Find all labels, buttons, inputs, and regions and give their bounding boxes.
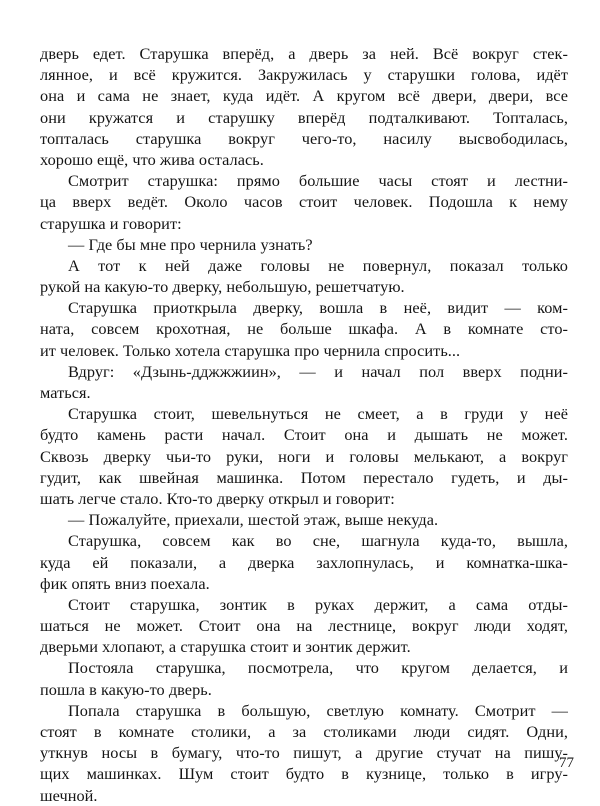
text-line: дверьми хлопают, а старушка стоит и зонтик держит. bbox=[40, 637, 411, 657]
text-line: Сквозь дверку чьи-то руки, ноги и головы мелькают, а вокруг bbox=[40, 446, 568, 466]
text-line: Старушка стоит, шевельнуться не смеет, а в груди у неё bbox=[68, 404, 568, 424]
text-line: дверь едет. Старушка вперёд, а дверь за ней. Всё вокруг стек- bbox=[40, 44, 568, 63]
text-line: гудит, как швейная машинка. Потом перестало гудеть, и ды- bbox=[40, 467, 568, 487]
text-line: куда ей показали, а дверка захлопнулась, и комнатка-шка- bbox=[40, 552, 568, 572]
page-number: 77 bbox=[559, 755, 574, 771]
text-line: Стоит старушка, зонтик в руках держит, а сама отды- bbox=[68, 594, 568, 614]
text-line: фик опять вниз поехала. bbox=[40, 573, 210, 593]
text-line: она и сама не знает, куда идёт. А кругом всё двери, двери, все bbox=[40, 86, 568, 106]
text-line: ната, совсем крохотная, не больше шкафа. А в комнате сто- bbox=[40, 319, 568, 339]
text-line: шаться не может. Стоит она на лестнице, вокруг люди ходят, bbox=[40, 616, 568, 636]
text-line: стоят в комнате столики, а за столиками люди сидят. Одни, bbox=[40, 722, 568, 741]
text-line: старушка и говорит: bbox=[40, 213, 182, 233]
text-line: ца вверх ведёт. Около часов стоит человек. Подошла к нему bbox=[40, 192, 568, 212]
text-line: будто камень расти начал. Стоит она и дышать не может. bbox=[40, 425, 568, 445]
text-line: пошла в какую-то дверь. bbox=[40, 679, 212, 699]
text-line: хорошо ещё, что жива осталась. bbox=[40, 149, 264, 169]
text-line: Старушка, совсем как во сне, шагнула куда-то, вышла, bbox=[68, 531, 568, 551]
text-line: шечной. bbox=[40, 785, 98, 805]
text-line: уткнув носы в бумагу, что-то пишут, а другие стучат на пишу- bbox=[40, 743, 568, 763]
text-line: Вдруг: «Дзынь-дджжжиин», — и начал пол вверх подни- bbox=[68, 361, 568, 381]
text-line: топталась старушка вокруг чего-то, насилу высвободилась, bbox=[40, 128, 568, 148]
text-line: — Где бы мне про чернила узнать? bbox=[68, 234, 313, 254]
text-line: щих машинках. Шум стоит будто в кузнице, только в игру- bbox=[40, 764, 568, 784]
text-line: А тот к ней даже головы не повернул, показал только bbox=[68, 255, 568, 275]
text-line: маться. bbox=[40, 383, 91, 402]
text-line: лянное, и всё кружится. Закружилась у старушки голова, идёт bbox=[40, 65, 568, 85]
text-line: Смотрит старушка: прямо большие часы стоят и лестни- bbox=[68, 171, 568, 191]
text-line: шать легче стало. Кто-то дверку открыл и говорит: bbox=[40, 488, 395, 508]
text-line: рукой на какую-то дверку, небольшую, решетчатую. bbox=[40, 277, 405, 297]
text-line: ит человек. Только хотела старушка про чернила спросить... bbox=[40, 340, 461, 360]
text-line: Старушка приоткрыла дверку, вошла в неё, видит — ком- bbox=[68, 298, 568, 318]
text-line: Постояла старушка, посмотрела, что кругом делается, и bbox=[68, 658, 568, 678]
text-line: — Пожалуйте, приехали, шестой этаж, выше некуда. bbox=[68, 510, 439, 530]
body-text bbox=[40, 43, 568, 806]
text-line: Попала старушка в большую, светлую комнату. Смотрит — bbox=[68, 700, 568, 720]
text-line: они кружатся и старушку вперёд подталкивают. Топталась, bbox=[40, 107, 568, 127]
